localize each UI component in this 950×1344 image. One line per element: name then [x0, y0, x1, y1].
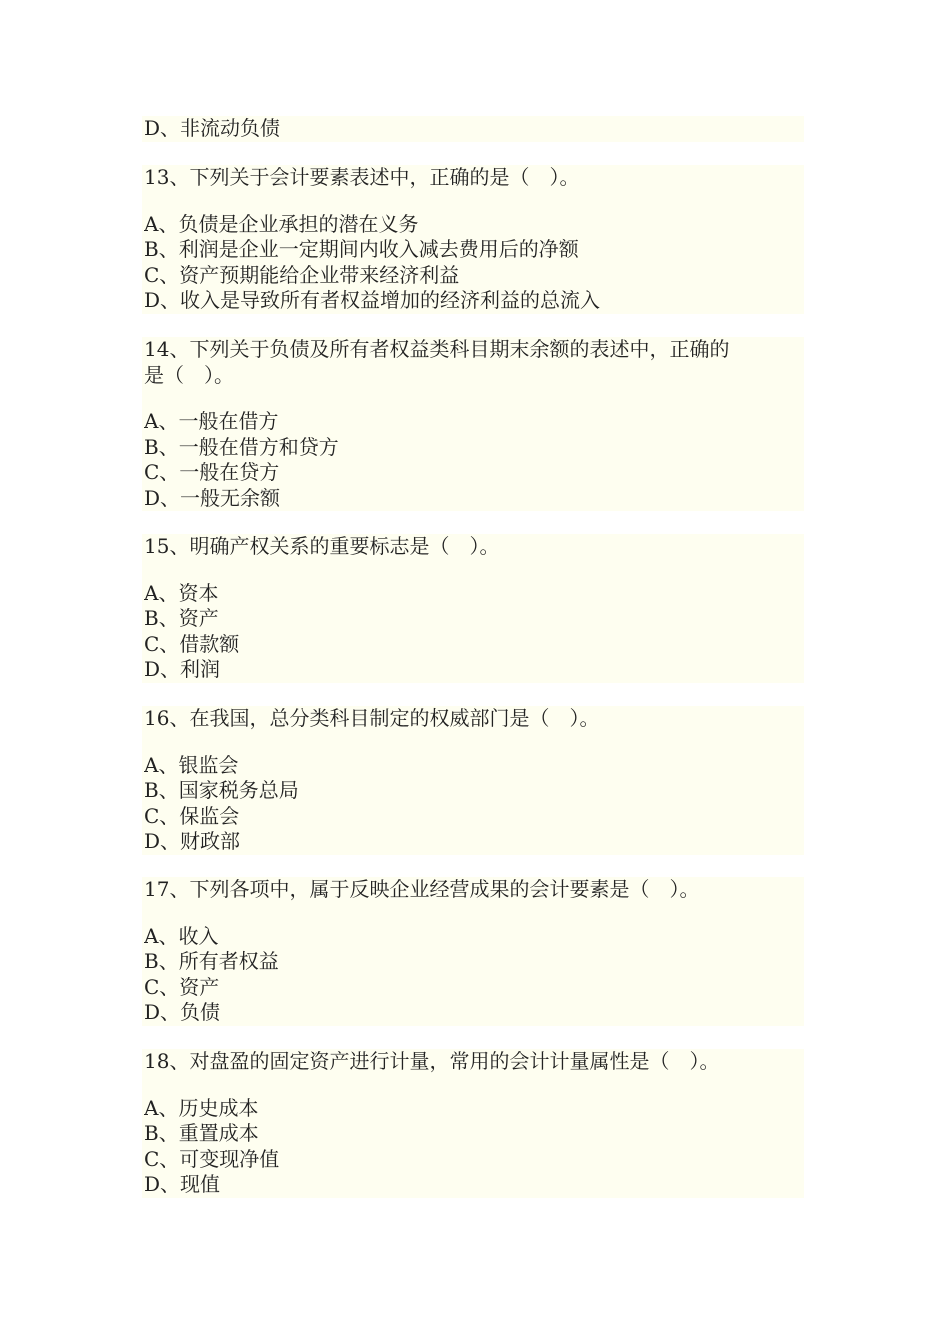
question-stem-line-2: 是（ ）。 [144, 362, 234, 387]
question-stem: 13、下列关于会计要素表述中，正确的是（ ）。 [144, 165, 580, 189]
option-b: B、利润是企业一定期间内收入减去费用后的净额 [144, 237, 579, 261]
option-d: D、利润 [144, 657, 221, 681]
question-stem-line-1: 14、下列关于负债及所有者权益类科目期末余额的表述中，正确的 [144, 337, 730, 361]
option-a: A、一般在借方 [144, 409, 279, 433]
option-b: B、所有者权益 [144, 949, 279, 973]
option-b: B、重置成本 [144, 1121, 259, 1145]
option-a: A、资本 [144, 580, 219, 605]
question-13 [142, 165, 804, 314]
option-d: D、非流动负债 [144, 116, 281, 140]
option-d: D、收入是导致所有者权益增加的经济利益的总流入 [144, 288, 601, 312]
question-stem: 15、明确产权关系的重要标志是（ ）。 [144, 534, 500, 558]
option-b: B、一般在借方和贷方 [144, 434, 339, 459]
option-d: D、负债 [144, 1000, 221, 1024]
option-a: A、历史成本 [144, 1095, 259, 1120]
question-stem: 16、在我国，总分类科目制定的权威部门是（ ）。 [144, 706, 600, 730]
option-d: D、财政部 [144, 829, 241, 853]
question-15 [142, 534, 804, 683]
option-b: B、国家税务总局 [144, 778, 299, 802]
option-c: C、资产预期能给企业带来经济利益 [144, 262, 460, 287]
question-17 [142, 877, 804, 1026]
prev-question-tail [142, 116, 804, 142]
option-c: C、资产 [144, 974, 220, 999]
question-stem: 18、对盘盈的固定资产进行计量，常用的会计计量属性是（ ）。 [144, 1049, 720, 1073]
question-stem: 17、下列各项中，属于反映企业经营成果的会计要素是（ ）。 [144, 877, 700, 901]
option-a: A、收入 [144, 923, 219, 948]
option-c: C、借款额 [144, 631, 240, 656]
option-a: A、负债是企业承担的潜在义务 [144, 211, 419, 236]
option-d: D、现值 [144, 1172, 221, 1196]
option-a: A、银监会 [144, 752, 239, 777]
question-16 [142, 706, 804, 855]
question-14 [142, 337, 804, 511]
option-c: C、可变现净值 [144, 1146, 280, 1171]
option-b: B、资产 [144, 606, 219, 630]
option-d: D、一般无余额 [144, 485, 281, 510]
question-18 [142, 1049, 804, 1198]
option-c: C、保监会 [144, 803, 240, 828]
option-c: C、一般在贷方 [144, 460, 280, 484]
